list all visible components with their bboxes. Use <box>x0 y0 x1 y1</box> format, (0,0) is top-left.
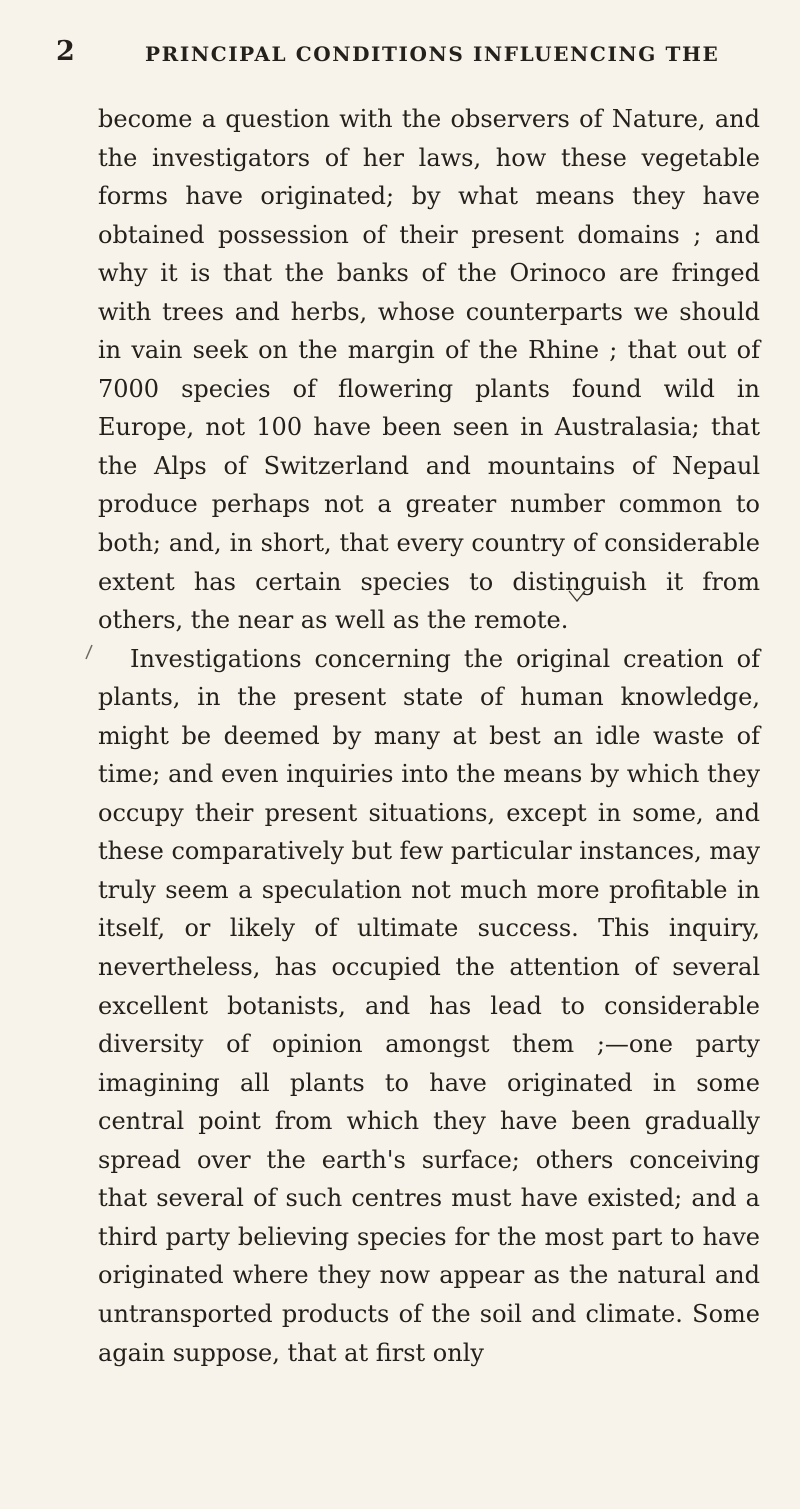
caret-mark-icon <box>568 590 586 602</box>
running-head: PRINCIPAL CONDITIONS INFLUENCING THE <box>145 42 720 66</box>
page-number: 2 <box>56 36 76 67</box>
paragraph-2: Investigations concerning the original creation of plants, in the present state of human knowledge, might be deemed by many at best an idle waste of time; and even inquiries into the means by which they occupy their present situations, except in some, and these comparatively but few particular instances, may truly seem a speculation not much more profitable in itself, or likely of ultimate success. This inquiry, nevertheless, has occupied the attention of several excellent botanists, and has lead to considerable diversity of opinion amongst them ;—one party imagining all plants to have originated in some central point from which they have been gradually spread over the earth's surface; others conceiving that several of such centres must have existed; and a third party believing species for the most part to have originated where they now appear as the natural and untransported products of the soil and climate. Some again suppose, that at first only <box>98 644 761 1367</box>
body-text <box>98 100 760 1372</box>
pencil-mark-icon <box>84 643 94 661</box>
paragraph-1: become a question with the observers of Nature, and the investigators of her laws, how these vegetable forms have originated; by what means they have obtained possession of their present domains ; and why it is that the banks of the Orinoco are fringed with trees and herbs, whose counterparts we should in vain seek on the margin of the Rhine ; that out of 7000 species of flowering plants found wild in Europe, not 100 have been seen in Australasia; that the Alps of Switzerland and mountains of Nepaul produce perhaps not a greater number common to both; and, in short, that every country of considerable extent has certain species to distinguish it from others, the near as well as the remote. <box>98 105 760 635</box>
page-header <box>40 36 760 76</box>
